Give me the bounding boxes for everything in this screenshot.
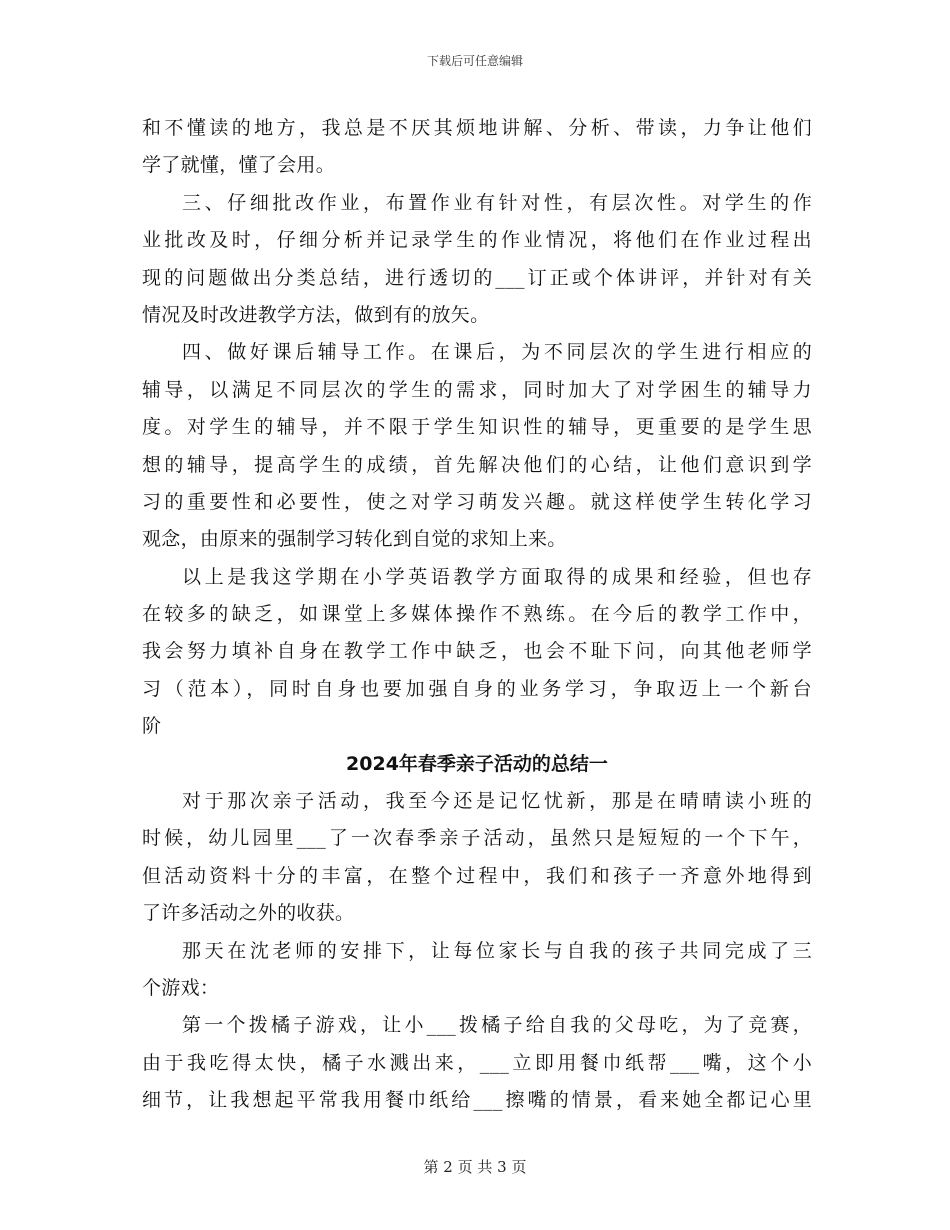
text-line: 和不懂读的地方，我总是不厌其烦地讲解、分析、带读，力争让他们 bbox=[142, 117, 812, 139]
text-line: 以上是我这学期在小学英语教学方面取得的成果和经验，但也存 bbox=[182, 565, 812, 588]
text-line: 由于我吃得太快，橘子水溅出来，___立即用餐巾纸帮___嘴，这个小 bbox=[142, 1051, 812, 1074]
text-line: 辅导，以满足不同层次的学生的需求，同时加大了对学困生的辅导力 bbox=[142, 378, 812, 401]
document-body bbox=[142, 110, 812, 1120]
text-line: 在较多的缺乏，如课堂上多媒体操作不熟练。在今后的教学工作中， bbox=[142, 603, 812, 626]
text-line: 学了就懂，懂了会用。 bbox=[142, 154, 336, 177]
text-line: 情况及时改进教学方法，做到有的放矢。 bbox=[142, 303, 490, 326]
paragraph-7 bbox=[142, 1007, 812, 1119]
text-line: 了许多活动之外的收获。 bbox=[142, 902, 355, 925]
text-line: 业批改及时，仔细分析并记录学生的作业情况，将他们在作业过程出 bbox=[142, 229, 812, 252]
paragraph-4 bbox=[142, 559, 812, 746]
text-line: 第一个拨橘子游戏，让小___拨橘子给自我的父母吃，为了竞赛， bbox=[182, 1014, 812, 1037]
page-header: 下载后可任意编辑 bbox=[426, 54, 523, 68]
text-line: 观念，由原来的强制学习转化到自觉的求知上来。 bbox=[142, 528, 567, 551]
text-line: 细节，让我想起平常我用餐巾纸给___擦嘴的情景，看来她全都记心里 bbox=[142, 1089, 812, 1112]
section-title: 2024年春季亲子活动的总结一 bbox=[346, 752, 608, 775]
text-line: 三、仔细批改作业，布置作业有针对性，有层次性。对学生的作 bbox=[182, 191, 812, 214]
text-line: 对于那次亲子活动，我至今还是记忆忧新，那是在晴晴读小班的 bbox=[182, 790, 812, 813]
text-line: 想的辅导，提高学生的成绩，首先解决他们的心结，让他们意识到学 bbox=[142, 453, 812, 476]
text-line: 阶 bbox=[142, 715, 162, 738]
text-line: 现的问题做出分类总结，进行透切的___订正或个体讲评，并针对有关 bbox=[142, 266, 812, 289]
paragraph-6 bbox=[142, 933, 812, 1008]
paragraph-3 bbox=[142, 334, 812, 558]
text-line: 习的重要性和必要性，使之对学习萌发兴趣。就这样使学生转化学习 bbox=[142, 490, 812, 513]
text-line: 那天在沈老师的安排下，让每位家长与自我的孩子共同完成了三 bbox=[182, 939, 812, 962]
text-line: 个游戏： bbox=[142, 976, 220, 999]
paragraph-1 bbox=[142, 110, 812, 185]
text-line: 度。对学生的辅导，并不限于学生知识性的辅导，更重要的是学生思 bbox=[142, 416, 812, 439]
text-line: 四、做好课后辅导工作。在课后，为不同层次的学生进行相应的 bbox=[182, 341, 812, 364]
page-footer: 第 2 页 共 3 页 bbox=[423, 1158, 527, 1176]
text-line: 时候，幼儿园里___了一次春季亲子活动，虽然只是短短的一个下午， bbox=[142, 827, 812, 850]
text-line: 但活动资料十分的丰富，在整个过程中，我们和孩子一齐意外地得到 bbox=[142, 864, 812, 887]
paragraph-2 bbox=[142, 185, 812, 335]
text-line: 习（范本），同时自身也要加强自身的业务学习，争取迈上一个新台 bbox=[142, 677, 812, 700]
text-line: 我会努力填补自身在教学工作中缺乏，也会不耻下问，向其他老师学 bbox=[142, 640, 812, 663]
paragraph-5 bbox=[142, 783, 812, 933]
